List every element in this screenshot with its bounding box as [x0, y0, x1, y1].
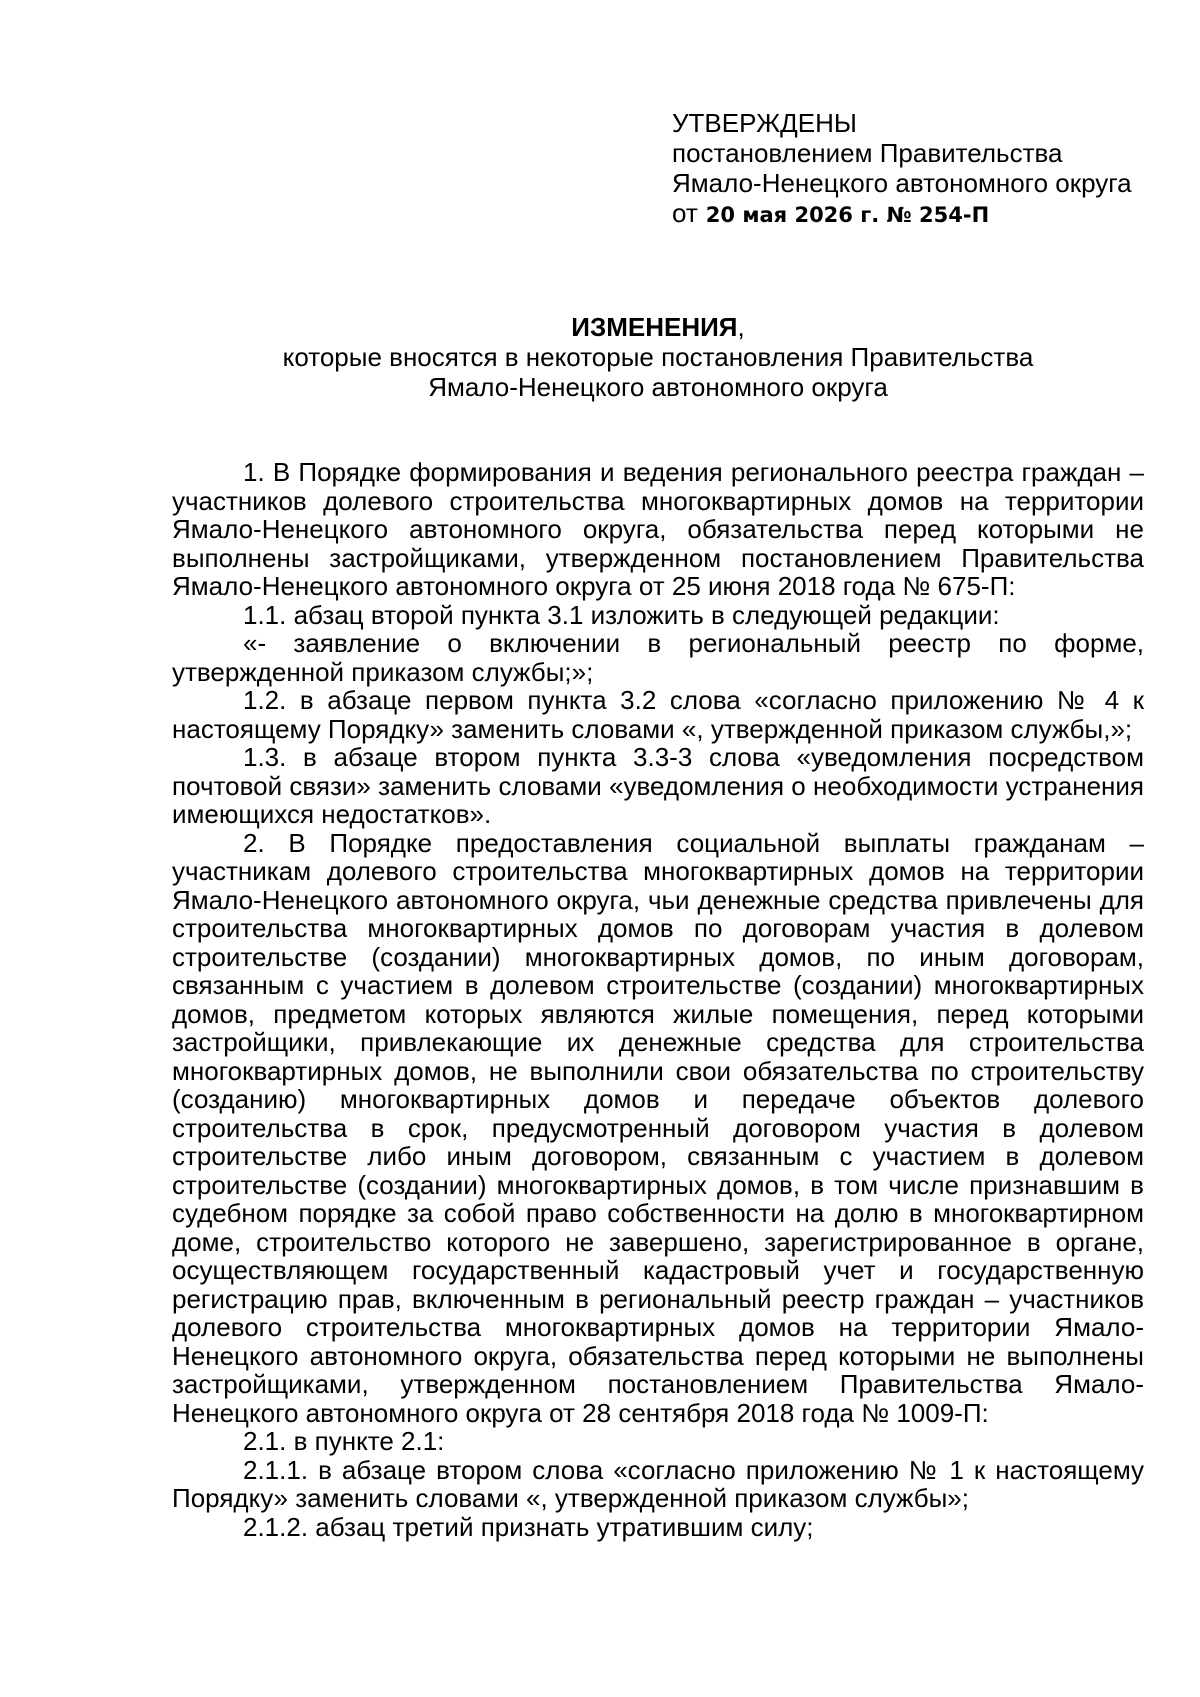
approval-line-1: постановлением Правительства	[672, 138, 1063, 168]
paragraph-2: 2. В Порядке предоставления социальной выплаты гражданам – участникам долевого строительства многоквартирных домов на территории Ямало-Ненецкого автономного округа, чьи денежные средства привлечены для строительства многоквартирных домов по договорам участия в долевом строительстве (создании) многоквартирных домов, по иным договорам, связанным с участием в долевом строительстве (создании) многоквартирных домов, предметом которых являются жилые помещения, перед которыми застройщики, привлекающие их денежные средства для строительства многоквартирных домов, не выполнили свои обязательства по строительству (созданию) многоквартирных домов и передаче объектов долевого строительства в срок, предусмотренный договором участия в долевом строительстве либо иным договором, связанным с участием в долевом строительстве (создании) многоквартирных домов, в том числе признавшим в судебном порядке за собой право собственности на долю в многоквартирном доме, строительство которого не завершено, зарегистрированное в органе, осуществляющем государственный кадастровый учет и государственную регистрацию прав, включенным в региональный реестр граждан – участников долевого строительства многоквартирных домов на территории Ямало-Ненецкого автономного округа, обязательства перед которыми не выполнены застройщиками, утвержденном постановлением Правительства Ямало-Ненецкого автономного округа от 28 сентября 2018 года № 1009-П:	[172, 827, 1144, 1428]
approval-stamp: УТВЕРЖДЕНЫ	[672, 108, 857, 138]
document-body	[172, 458, 1144, 1541]
document-heading	[172, 312, 1144, 342]
document-title-block	[172, 312, 1144, 402]
approval-date-prefix: от	[672, 198, 698, 228]
heading-text: ИЗМЕНЕНИЯ	[571, 312, 738, 342]
approval-line-2: Ямало-Ненецкого автономного округа	[672, 168, 1132, 198]
approval-date-line	[672, 198, 1152, 230]
document-subtitle-line-2: Ямало-Ненецкого автономного округа	[428, 372, 888, 402]
document-subtitle-line-1: которые вносятся в некоторые постановления Правительства	[282, 342, 1034, 372]
paragraph-1-1: 1.1. абзац второй пункта 3.1 изложить в следующей редакции:	[243, 599, 1000, 630]
paragraph-2-1-2: 2.1.2. абзац третий признать утратившим силу;	[243, 1511, 814, 1542]
paragraph-2-1: 2.1. в пункте 2.1:	[243, 1426, 445, 1456]
heading-suffix: ,	[737, 312, 745, 342]
paragraph-2-1-1: 2.1.1. в абзаце втором слова «согласно приложению № 1 к настоящему Порядку» заменить словами «, утвержденной приказом службы»;	[172, 1454, 1144, 1513]
paragraph-quote: «- заявление о включении в региональный реестр по форме, утвержденной приказом службы;»;	[172, 628, 1144, 687]
approval-date-value: 20 мая 2026 г. № 254-П	[705, 203, 990, 227]
paragraph-1-2: 1.2. в абзаце первом пункта 3.2 слова «согласно приложению № 4 к настоящему Порядку» заменить словами «, утвержденной приказом службы,»;	[172, 685, 1144, 744]
paragraph-1-3: 1.3. в абзаце втором пункта 3.3-3 слова «уведомления посредством почтовой связи» заменить словами «уведомления о необходимости устранения имеющихся недостатков».	[172, 742, 1144, 829]
approval-block	[672, 108, 1152, 230]
paragraph-1: 1. В Порядке формирования и ведения регионального реестра граждан – участников долевого строительства многоквартирных домов на территории Ямало-Ненецкого автономного округа, обязательства перед которыми не выполнены застройщиками, утвержденном постановлением Правительства Ямало-Ненецкого автономного округа от 25 июня 2018 года № 675-П:	[172, 457, 1144, 601]
